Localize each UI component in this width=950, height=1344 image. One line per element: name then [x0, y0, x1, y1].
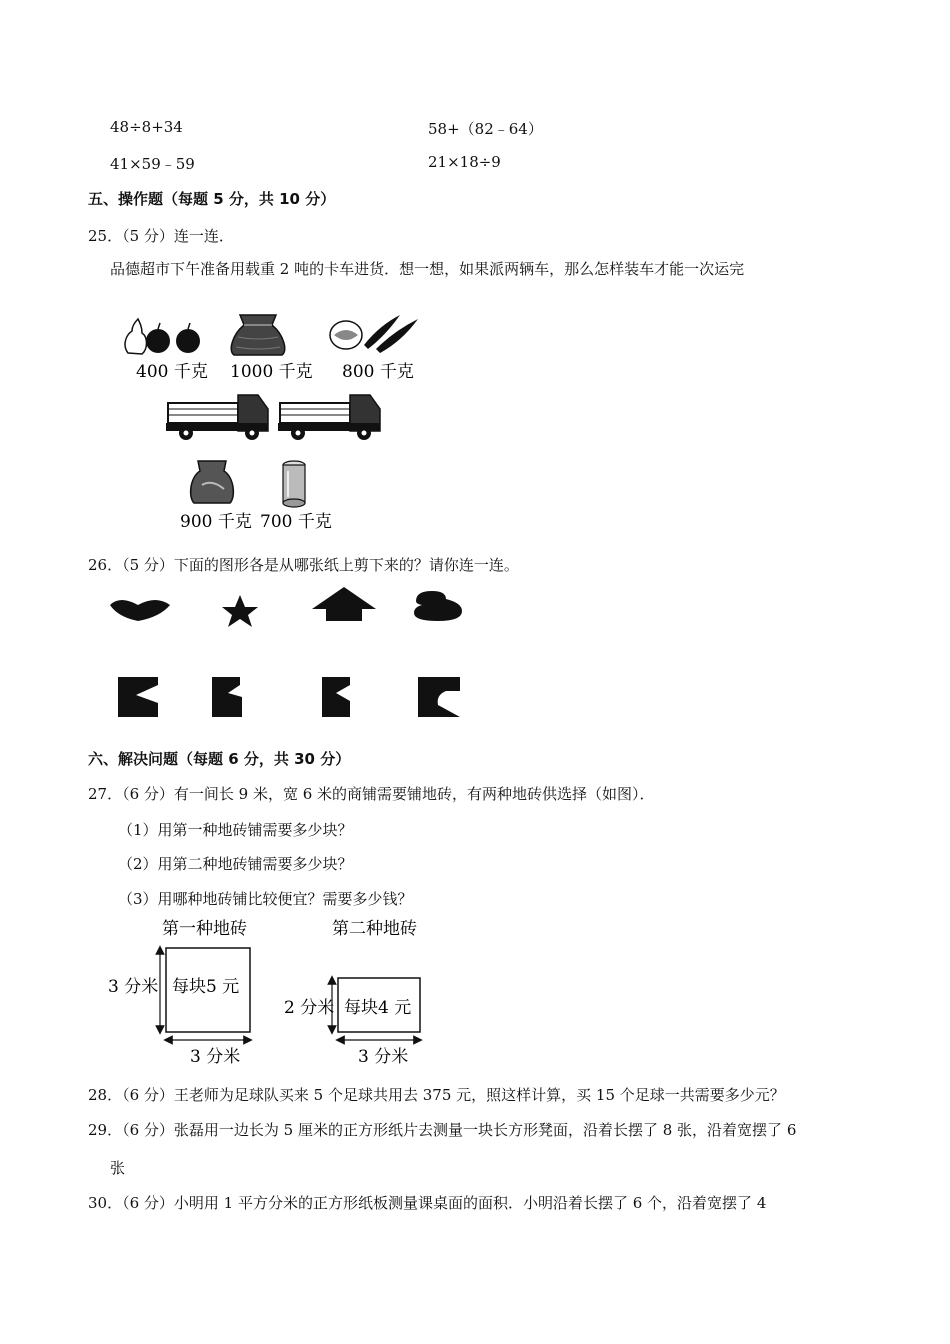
calc-expression: 21×18÷9: [428, 153, 501, 171]
fruit-weight: 400 千克: [136, 362, 208, 382]
goods-trucks-figure: [118, 305, 438, 535]
section-heading: 五、操作题（每题 5 分，共 10 分）: [88, 190, 336, 208]
tile1-price: 每块5 元: [172, 977, 240, 997]
calc-expression: 41×59﹣59: [110, 155, 195, 173]
truck-icon: [166, 395, 268, 440]
tile2-title: 第二种地砖: [332, 919, 417, 939]
vegetables-weight: 800 千克: [342, 362, 414, 382]
paper-shape-d: [418, 677, 460, 717]
arrow-shape: [312, 587, 376, 621]
calc-expression: 58+（82﹣64）: [428, 120, 543, 138]
paper-shape-b: [212, 677, 242, 717]
star-shape: [222, 595, 258, 627]
can-icon: [283, 461, 305, 507]
tile2-price: 每块4 元: [344, 998, 412, 1018]
question-29: 29．（6 分）张磊用一边长为 5 厘米的正方形纸片去测量一块长方形凳面，沿着长摆了 8 张，沿着宽摆了 6: [88, 1121, 797, 1139]
section-heading: 六、解决问题（每题 6 分，共 30 分）: [88, 750, 351, 768]
goods-illustration: [118, 305, 438, 535]
tile1-side-label: 3 分米: [108, 977, 159, 997]
sack-icon: [231, 315, 285, 355]
heart-shape: [110, 600, 170, 621]
vegetables-icon: [330, 315, 418, 353]
question-29-continued: 张: [110, 1159, 126, 1177]
paper-shape-a: [118, 677, 158, 717]
tiles-figure: [100, 912, 440, 1072]
question-25-title: 25．（5 分）连一连．: [88, 227, 234, 245]
sack-weight: 1000 千克: [230, 362, 313, 382]
tile2-bottom-label: 3 分米: [358, 1047, 409, 1067]
figure-eight-shape: [414, 591, 462, 621]
shapes-figure: [100, 585, 480, 725]
question-27-sub: （2）用第二种地砖铺需要多少块？: [118, 855, 353, 873]
paper-shape-c: [322, 677, 350, 717]
question-30: 30．（6 分）小明用 1 平方分米的正方形纸板测量课桌面的面积．小明沿着长摆了 6 个，沿着宽摆了 4: [88, 1194, 767, 1212]
tile1-bottom-label: 3 分米: [190, 1047, 241, 1067]
calc-expression: 48÷8+34: [110, 118, 183, 136]
bag-weight: 900 千克: [180, 512, 252, 532]
fruit-icon: [125, 319, 200, 354]
can-weight: 700 千克: [260, 512, 332, 532]
question-27-sub: （1）用第一种地砖铺需要多少块？: [118, 821, 353, 839]
question-26-title: 26．（5 分）下面的图形各是从哪张纸上剪下来的？请你连一连。: [88, 556, 519, 574]
question-27-title: 27．（6 分）有一间长 9 米，宽 6 米的商铺需要铺地砖，有两种地砖供选择（如图）．: [88, 785, 655, 803]
tile1-title: 第一种地砖: [162, 919, 247, 939]
question-27-sub: （3）用哪种地砖铺比较便宜？需要多少钱？: [118, 890, 413, 908]
question-25-text: 品德超市下午准备用载重 2 吨的卡车进货．想一想，如果派两辆车，那么怎样装车才能一次运完: [110, 260, 745, 278]
bag-icon: [191, 461, 234, 503]
tile2-side-label: 2 分米: [284, 998, 335, 1018]
truck-icon: [278, 395, 380, 440]
question-28: 28．（6 分）王老师为足球队买来 5 个足球共用去 375 元，照这样计算，买 15 个足球一共需要多少元？: [88, 1086, 785, 1104]
